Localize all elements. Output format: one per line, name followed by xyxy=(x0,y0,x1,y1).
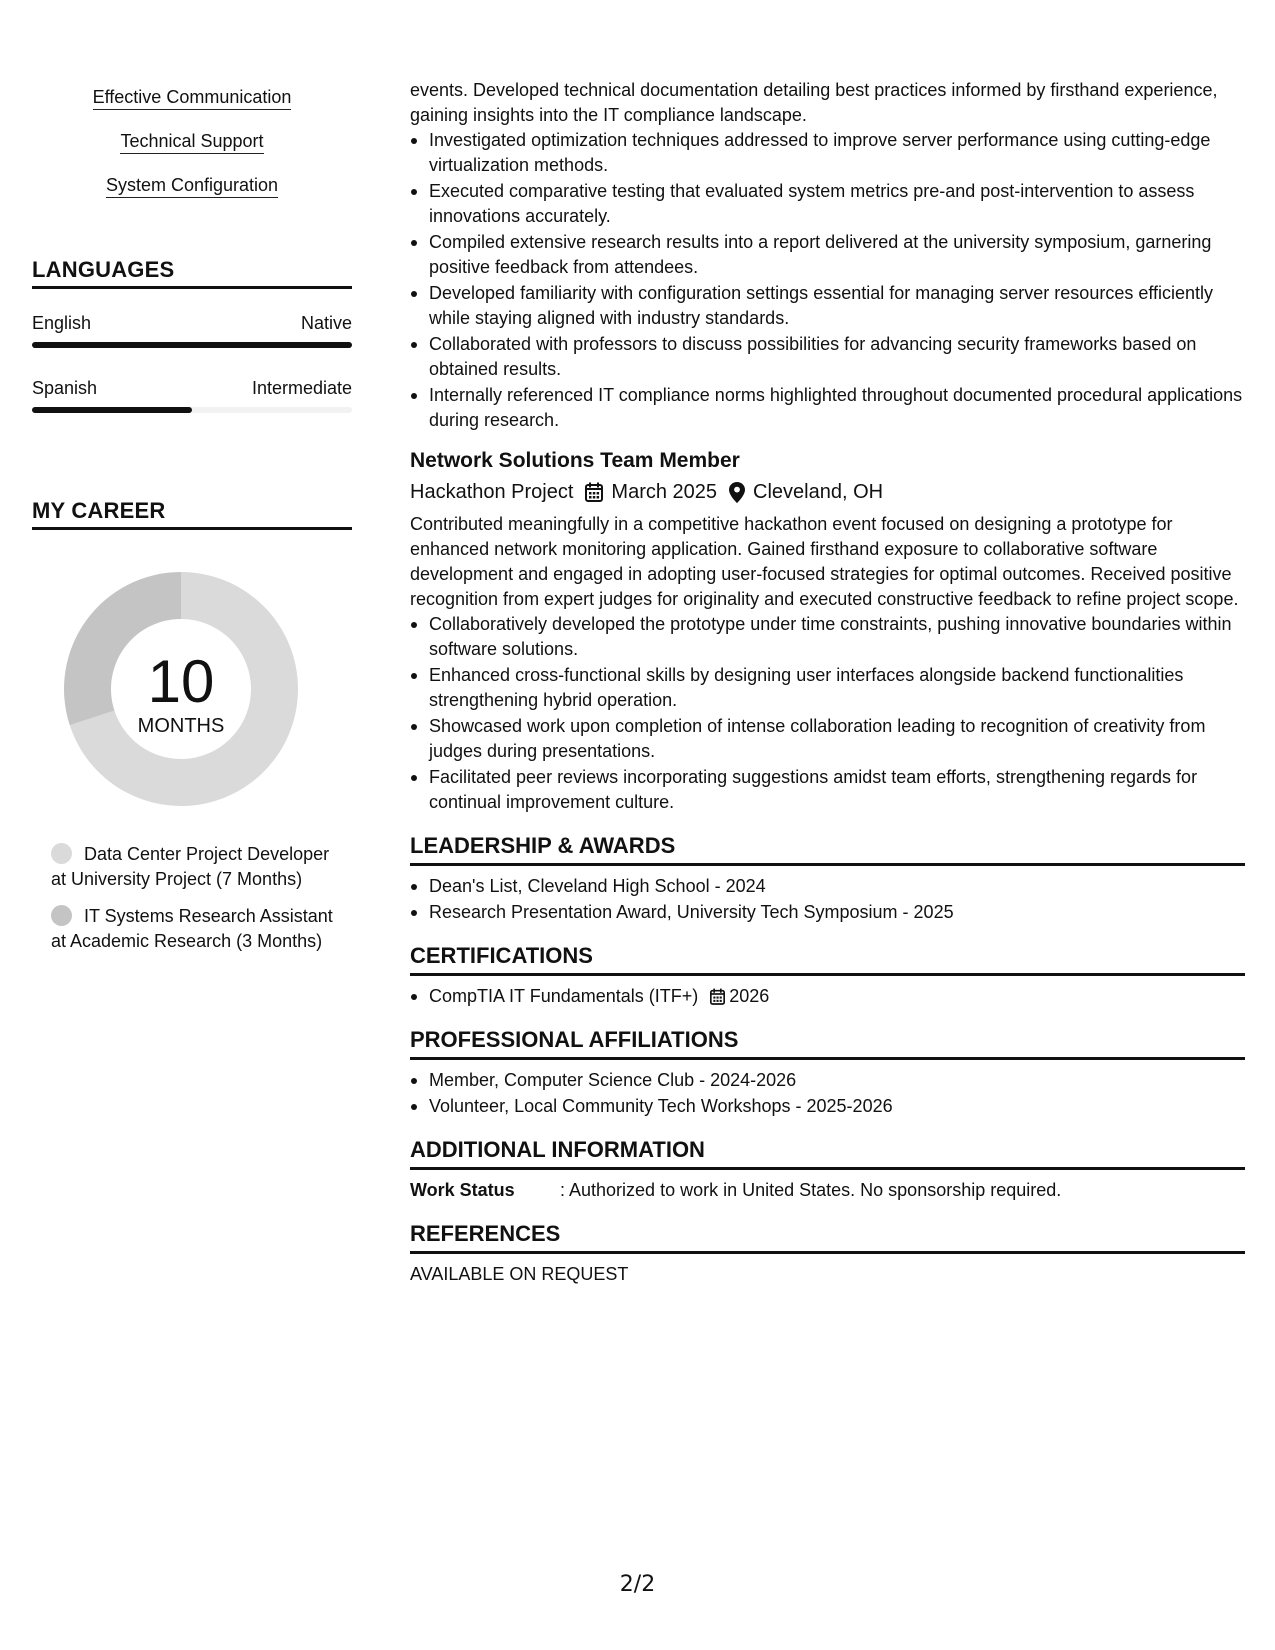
job-bullets xyxy=(410,612,1245,815)
languages-section xyxy=(32,257,352,413)
bullet-item: Investigated optimization techniques addressed to improve server performance using cutting-edge virtualization methods. xyxy=(410,128,1245,178)
bullet-item: Collaborated with professors to discuss possibilities for advancing security frameworks based on obtained results. xyxy=(410,332,1245,382)
job-location: Cleveland, OH xyxy=(753,481,884,503)
bullet-item: Executed comparative testing that evaluated system metrics pre-and post-intervention to assess innovations accurately. xyxy=(410,179,1245,229)
affiliation-item: Member, Computer Science Club - 2024-2026 xyxy=(410,1068,1245,1093)
leadership-title: LEADERSHIP & AWARDS xyxy=(410,831,1245,866)
legend-label: IT Systems Research Assistant at Academic Research (3 Months) xyxy=(51,906,333,951)
work-status-row xyxy=(410,1178,1245,1203)
calendar-icon xyxy=(585,482,603,502)
language-name: English xyxy=(32,313,92,333)
language-level: Intermediate xyxy=(251,378,352,398)
bullet-item: Developed familiarity with configuration settings essential for managing server resources efficiently while staying aligned with industry standards. xyxy=(410,281,1245,331)
legend-item xyxy=(51,842,341,892)
career-section xyxy=(32,498,352,966)
bullet-item: Facilitated peer reviews incorporating suggestions amidst team efforts, strengthening regards for continual improvement culture. xyxy=(410,765,1245,815)
career-donut-chart xyxy=(56,564,306,814)
donut-total-value: 10 xyxy=(147,648,215,715)
skill-item: Effective Communication xyxy=(93,86,292,110)
work-status-value: : Authorized to work in United States. No sponsorship required. xyxy=(560,1180,1062,1200)
skill-item: Technical Support xyxy=(120,130,263,154)
page-number: 2/2 xyxy=(619,1572,656,1597)
language-proficiency-fill xyxy=(32,342,352,348)
language-name: Spanish xyxy=(32,378,98,398)
affiliations-list xyxy=(410,1068,1245,1119)
certifications-list xyxy=(410,984,1245,1009)
affiliation-item: Volunteer, Local Community Tech Workshops - 2025-2026 xyxy=(410,1094,1245,1119)
bullet-item: Compiled extensive research results into a report delivered at the university symposium, garnering positive feedback from attendees. xyxy=(410,230,1245,280)
left-column xyxy=(32,0,352,951)
career-legend xyxy=(51,842,341,954)
bullet-item: Showcased work upon completion of intense collaboration leading to recognition of creativity from judges during presentations. xyxy=(410,714,1245,764)
legend-dot xyxy=(51,905,72,926)
legend-label: Data Center Project Developer at University Project (7 Months) xyxy=(51,844,330,889)
donut-total-unit: MONTHS xyxy=(137,715,225,737)
right-column xyxy=(410,78,1245,1287)
certification-year: 2026 xyxy=(729,986,770,1006)
certification-item xyxy=(410,984,1245,1009)
bullet-item: Internally referenced IT compliance norms highlighted throughout documented procedural applications during research. xyxy=(410,383,1245,433)
experience-continued-bullets xyxy=(410,128,1245,433)
job-company: Hackathon Project xyxy=(410,481,574,503)
legend-dot xyxy=(51,843,72,864)
affiliations-title: PROFESSIONAL AFFILIATIONS xyxy=(410,1025,1245,1060)
job-title: Network Solutions Team Member xyxy=(410,449,740,472)
donut-center xyxy=(56,564,306,814)
additional-info-title: ADDITIONAL INFORMATION xyxy=(410,1135,1245,1170)
language-level: Native xyxy=(300,313,352,333)
legend-item xyxy=(51,904,341,954)
job-date: March 2025 xyxy=(611,481,718,503)
references-title: REFERENCES xyxy=(410,1219,1245,1254)
language-proficiency-fill xyxy=(32,407,192,413)
skill-item: System Configuration xyxy=(106,174,278,198)
references-text: AVAILABLE ON REQUEST xyxy=(410,1264,629,1284)
leadership-item: Dean's List, Cleveland High School - 2024 xyxy=(410,874,1245,899)
bullet-item: Enhanced cross-functional skills by designing user interfaces alongside backend functionalities strengthening hybrid operation. xyxy=(410,663,1245,713)
career-title: MY CAREER xyxy=(32,498,352,530)
job-meta xyxy=(410,478,1245,506)
language-item xyxy=(32,378,352,413)
location-pin-icon xyxy=(729,482,745,503)
languages-title: LANGUAGES xyxy=(32,257,352,289)
language-proficiency-bar xyxy=(32,342,352,348)
language-item xyxy=(32,313,352,348)
language-proficiency-bar xyxy=(32,407,352,413)
work-status-label: Work Status xyxy=(410,1180,515,1200)
certification-name: CompTIA IT Fundamentals (ITF+) xyxy=(429,986,699,1006)
calendar-icon xyxy=(710,988,725,1005)
leadership-item: Research Presentation Award, University Tech Symposium - 2025 xyxy=(410,900,1245,925)
bullet-item: Collaboratively developed the prototype under time constraints, pushing innovative boundaries within software solutions. xyxy=(410,612,1245,662)
certifications-title: CERTIFICATIONS xyxy=(410,941,1245,976)
job-description: Contributed meaningfully in a competitive hackathon event focused on designing a prototype for enhanced network monitoring application. Gained firsthand exposure to collaborative software development and engaged in adopting user-focused strategies for optimal outcomes. Received positive recognition from expert judges for originality and executed constructive feedback to refine project scope. xyxy=(410,514,1239,609)
experience-continued-text: events. Developed technical documentation detailing best practices informed by firsthand experience, gaining insights into the IT compliance landscape. xyxy=(410,80,1218,125)
leadership-list xyxy=(410,874,1245,925)
skills-list xyxy=(32,0,352,218)
